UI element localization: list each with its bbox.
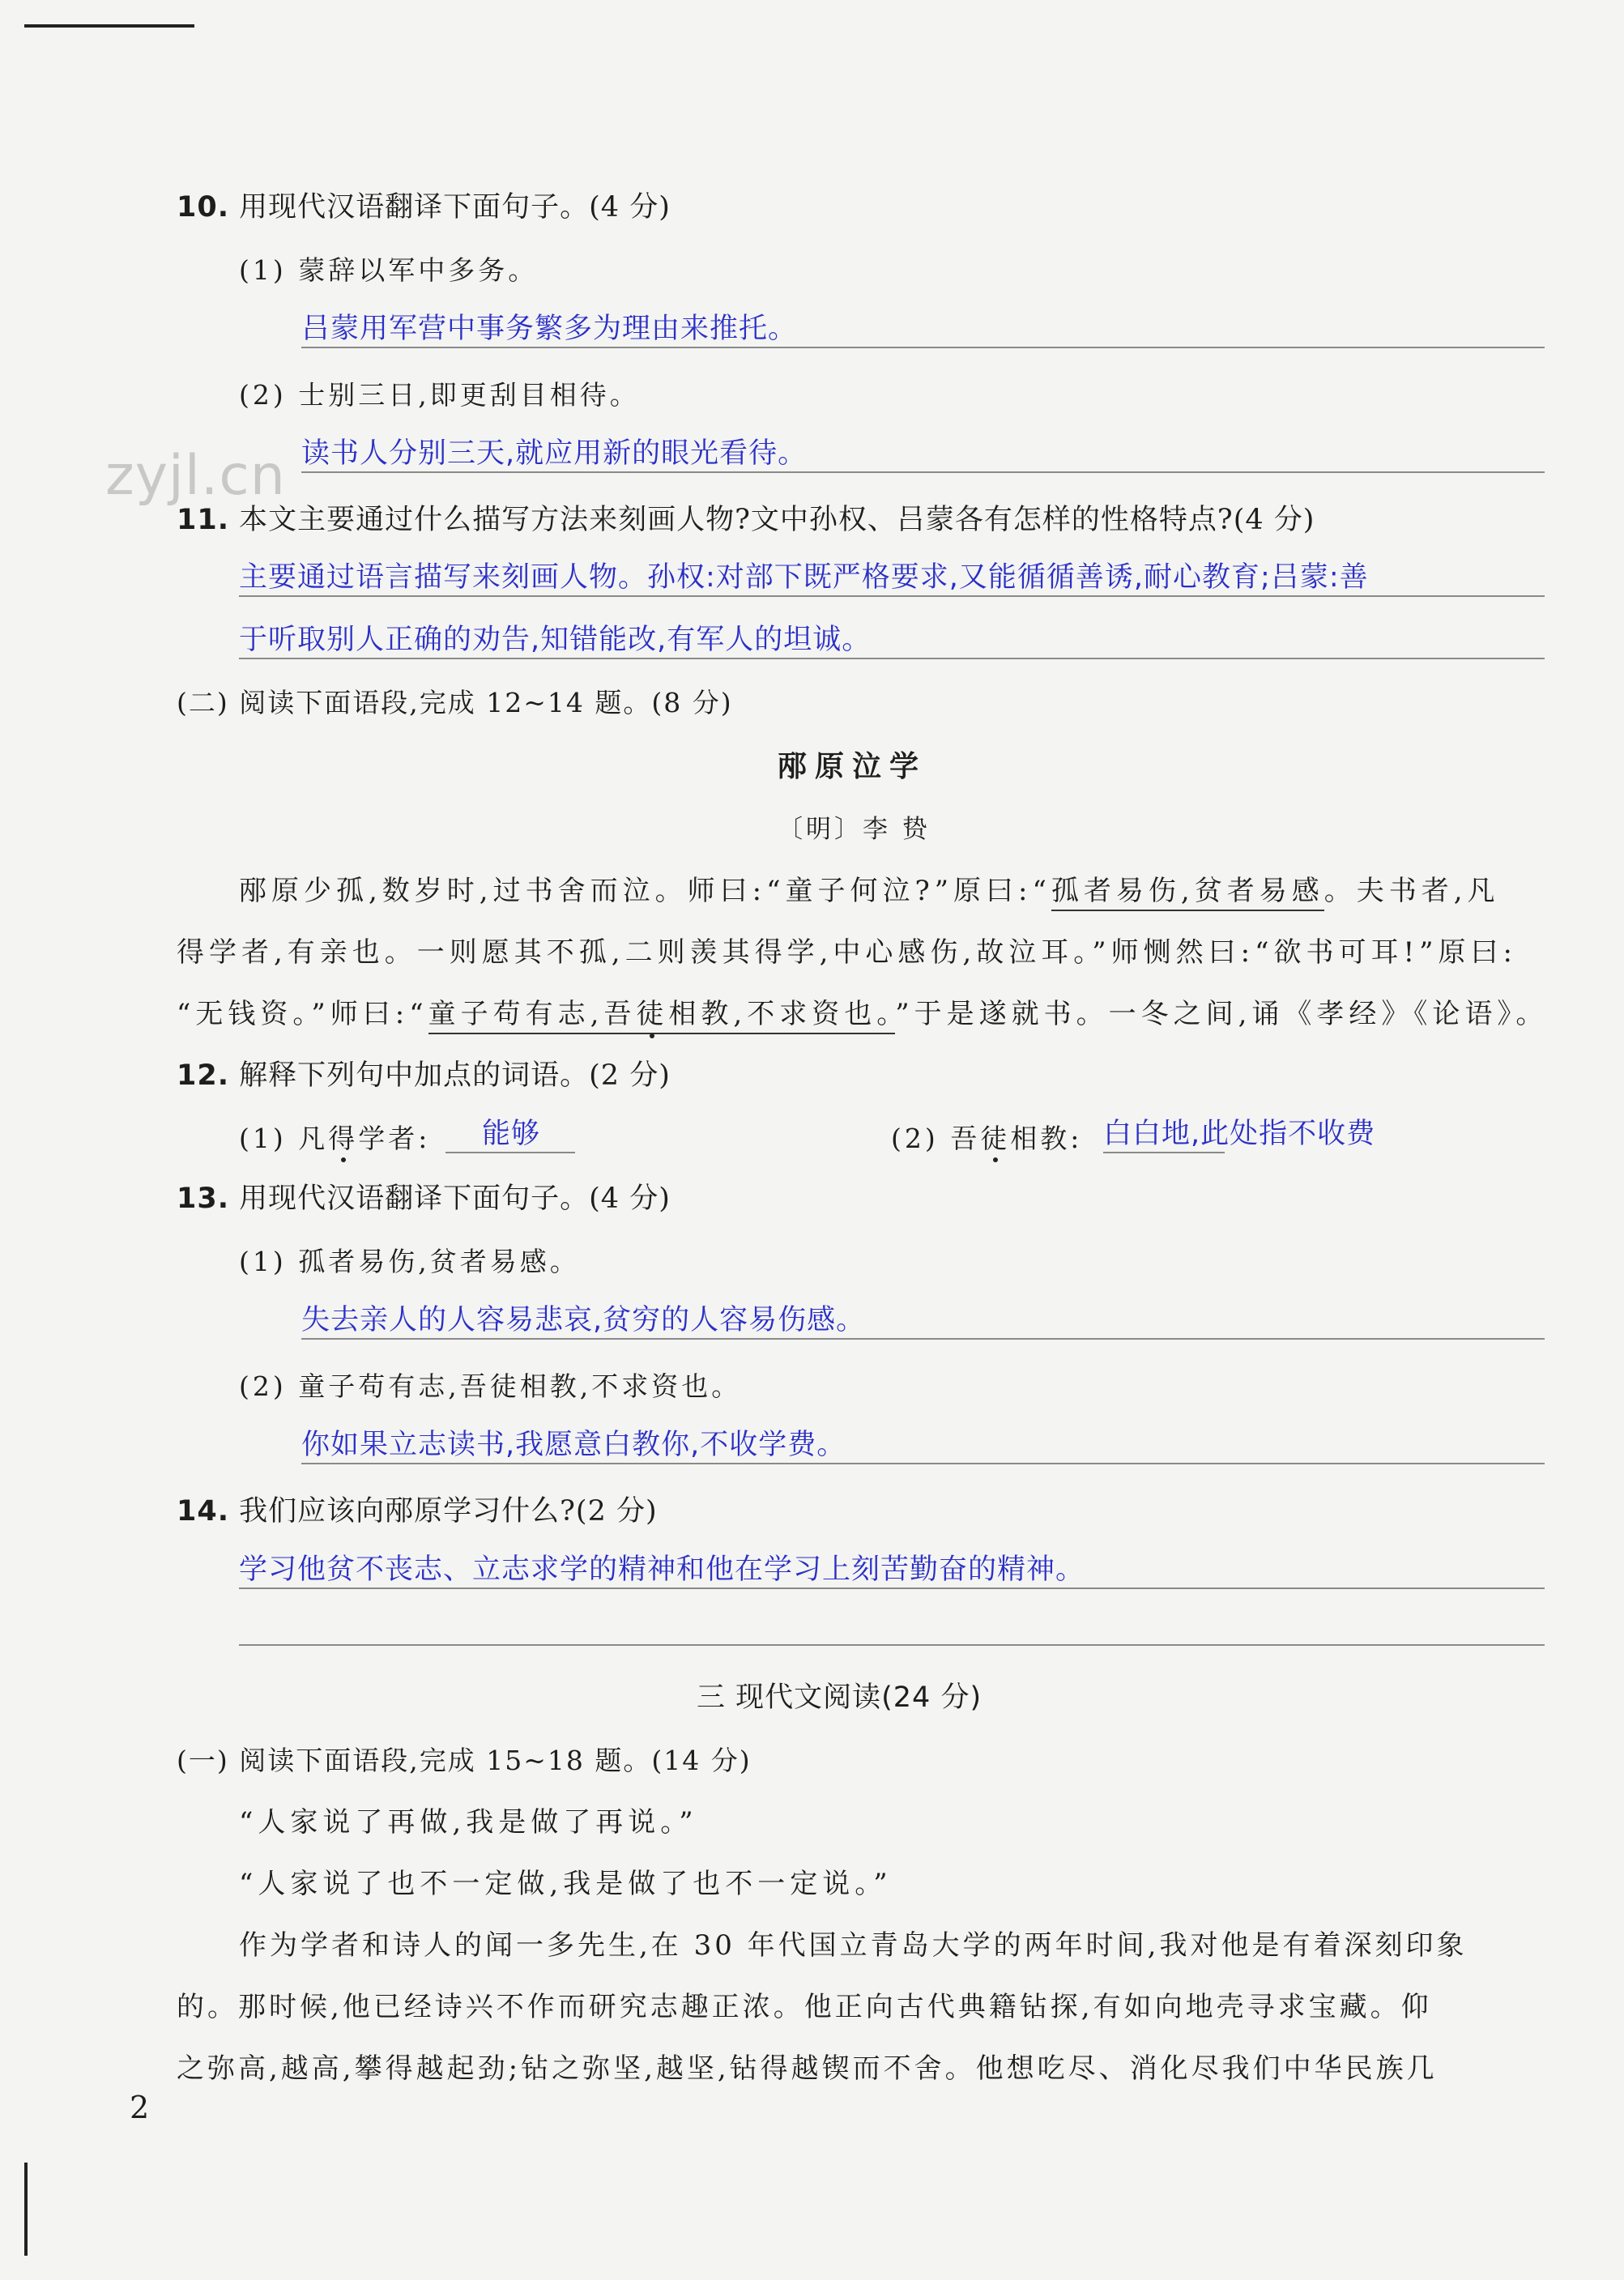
passage-author: 〔明〕李 贽: [778, 815, 931, 844]
question-number: 14.: [177, 1495, 230, 1528]
answer-line: [239, 1587, 1545, 1589]
passage-line-1: 邴原少孤,数岁时,过书舍而泣。师曰:“童子何泣?”原曰:“孤者易伤,贫者易感。夫书者,凡: [239, 868, 1500, 908]
q14-answer-1: 学习他贫不丧志、立志求学的精神和他在学习上刻苦勤奋的精神。: [239, 1553, 1085, 1586]
q13-sentence-2: (2) 童子苟有志,吾徒相教,不求资也。: [239, 1370, 742, 1402]
answer-line: [239, 1644, 1545, 1646]
question-number: 13.: [177, 1183, 230, 1215]
question-text: 我们应该向邴原学习什么?(2 分): [239, 1495, 658, 1528]
answer-line: [301, 471, 1545, 473]
emphasis-dot-char: 得: [328, 1123, 359, 1154]
margin-rule: [24, 2163, 28, 2256]
answer-line: [301, 1338, 1545, 1340]
answer-line: [301, 347, 1545, 348]
section-3-heading: 三 现代文阅读(24 分): [697, 1681, 982, 1714]
question-12: [177, 1053, 671, 1093]
question-text: 解释下列句中加点的词语。(2 分): [239, 1059, 671, 1092]
question-13: [177, 1176, 671, 1217]
passage-line-3: 之弥高,越高,攀得越起劲;钻之弥坚,越坚,钻得越锲而不舍。他想吃尽、消化尽我们中华民族几: [177, 2052, 1438, 2085]
passage-line-3: “无钱资。”师曰:“童子苟有志,吾徒相教,不求资也。”于是遂就书。一冬之间,诵《孝经》《论语》。: [177, 991, 1548, 1031]
section-3-intro: (一) 阅读下面语段,完成 15~18 题。(14 分): [177, 1745, 752, 1776]
question-number: 10.: [177, 191, 230, 224]
emphasis-dot-char: 徒: [636, 998, 669, 1030]
q11-answer-2: 于听取别人正确的劝告,知错能改,有军人的坦诚。: [239, 624, 872, 656]
question-10: [177, 185, 671, 225]
q11-answer-1: 主要通过语言描写来刻画人物。孙权:对部下既严格要求,又能循循善诱,耐心教育;吕蒙:善: [239, 561, 1369, 594]
q10-sentence-1: (1) 蒙辞以军中多务。: [239, 254, 539, 286]
answer-line: [301, 1463, 1545, 1464]
q12-answer-2: 白白地,此处指不收费: [1103, 1118, 1376, 1150]
passage-line-2: 的。那时候,他已经诗兴不作而研究志趣正浓。他正向古代典籍钻探,有如向地壳寻求宝藏。仰: [177, 1991, 1432, 2023]
quote-1: “人家说了再做,我是做了再说。”: [239, 1806, 698, 1839]
passage-line-2: 得学者,有亲也。一则愿其不孤,二则羡其得学,中心感伤,故泣耳。”师恻然曰:“欲书可耳!”原曰:: [177, 936, 1517, 969]
question-text: 用现代汉语翻译下面句子。(4 分): [239, 1183, 671, 1215]
underlined-text: 孤者易伤,贫者易感: [1051, 875, 1324, 911]
question-text: 本文主要通过什么描写方法来刻画人物?文中孙权、吕蒙各有怎样的性格特点?(4 分): [239, 504, 1315, 536]
q10-answer-1: 吕蒙用军营中事务繁多为理由来推托。: [301, 313, 798, 345]
page-number: 2: [130, 2090, 150, 2125]
answer-line: [445, 1152, 575, 1153]
q10-answer-2: 读书人分别三天,就应用新的眼光看待。: [301, 437, 808, 470]
passage-title: 邴原泣学: [778, 750, 927, 783]
passage-line-1: 作为学者和诗人的闻一多先生,在 30 年代国立青岛大学的两年时间,我对他是有着深刻印象: [239, 1929, 1468, 1962]
top-rule: [24, 24, 194, 28]
question-number: 11.: [177, 504, 230, 536]
q12-item-2: (2) 吾徒相教:: [891, 1123, 1083, 1154]
watermark: zyjl.cn: [105, 444, 286, 508]
question-text: 用现代汉语翻译下面句子。(4 分): [239, 191, 671, 224]
q13-sentence-1: (1) 孤者易伤,贫者易感。: [239, 1246, 580, 1277]
q13-answer-2: 你如果立志读书,我愿意白教你,不收学费。: [301, 1429, 846, 1461]
answer-line: [239, 658, 1545, 659]
q10-sentence-2: (2) 士别三日,即更刮目相待。: [239, 379, 640, 411]
quote-2: “人家说了也不一定做,我是做了也不一定说。”: [239, 1868, 893, 1900]
q13-answer-1: 失去亲人的人容易悲哀,贫穷的人容易伤感。: [301, 1304, 866, 1336]
q12-answer-1: 能够: [482, 1118, 541, 1150]
section-2-intro: (二) 阅读下面语段,完成 12~14 题。(8 分): [177, 687, 733, 718]
q12-item-1: (1) 凡得学者:: [239, 1123, 431, 1154]
question-11: [177, 497, 1315, 538]
question-14: [177, 1489, 658, 1529]
answer-line: [1103, 1152, 1225, 1153]
answer-line: [239, 595, 1545, 597]
underlined-text: 童子苟有志,吾徒相教,不求资也。: [428, 998, 896, 1034]
emphasis-dot-char: 徒: [980, 1123, 1011, 1154]
question-number: 12.: [177, 1059, 230, 1092]
